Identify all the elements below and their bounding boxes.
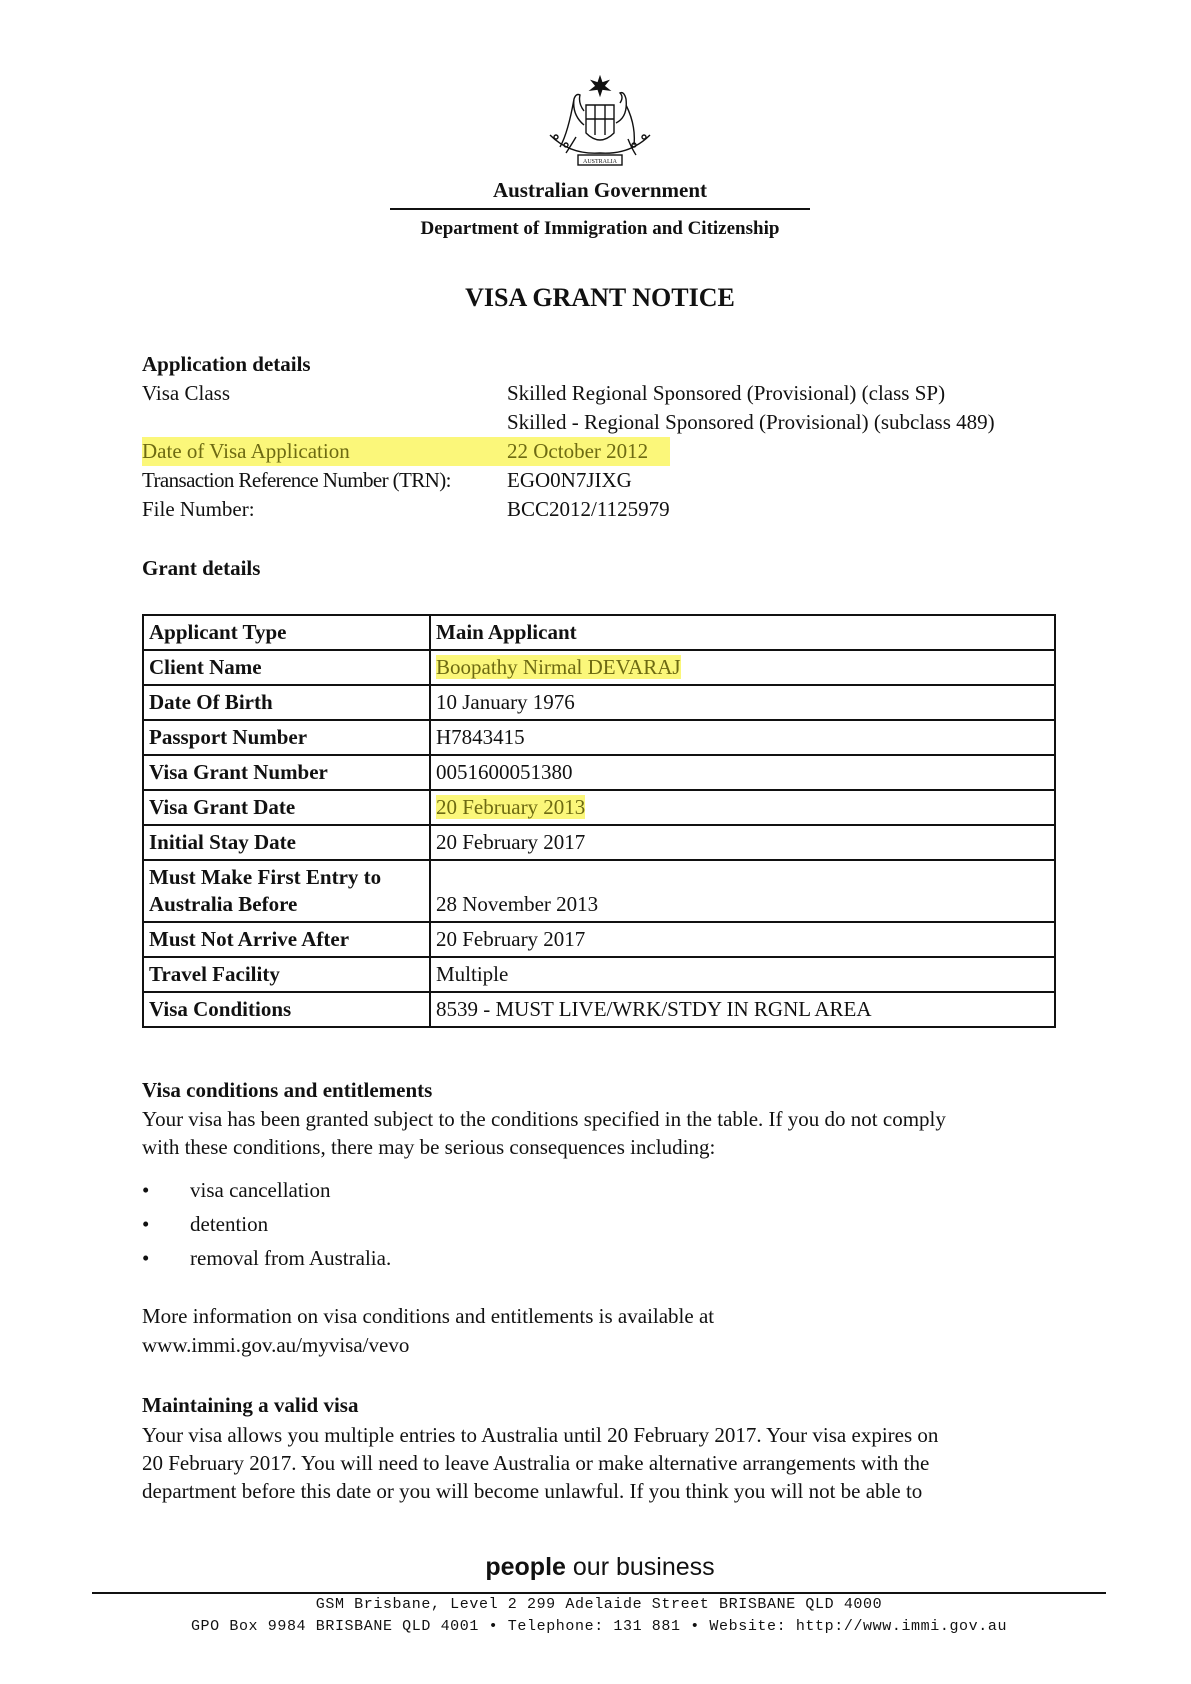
- file-number-label: File Number:: [142, 497, 255, 521]
- slogan-rest: our business: [565, 1553, 715, 1581]
- table-label: Visa Grant Number: [143, 755, 430, 790]
- application-date-value: 22 October 2012: [507, 439, 649, 463]
- table-label: Applicant Type: [143, 615, 430, 650]
- table-label: Passport Number: [143, 720, 430, 755]
- grant-details-table: [142, 614, 1056, 1028]
- conditions-paragraph-line: Your visa has been granted subject to the conditions specified in the table. If you do not comply: [142, 1107, 946, 1131]
- table-value: 28 November 2013: [430, 860, 1055, 922]
- bullet-icon: •: [142, 1212, 150, 1236]
- table-row: [143, 615, 1055, 650]
- list-item-text: removal from Australia.: [190, 1246, 392, 1270]
- bullet-icon: •: [142, 1178, 150, 1202]
- header-divider: [390, 208, 810, 210]
- table-row: [143, 922, 1055, 957]
- table-value-cell: [430, 650, 1055, 685]
- maintaining-paragraph-line: Your visa allows you multiple entries to Australia until 20 February 2017. Your visa expires on: [142, 1423, 939, 1447]
- table-label: Client Name: [143, 650, 430, 685]
- visa-class-value-1: Skilled Regional Sponsored (Provisional) (class SP): [507, 381, 946, 405]
- table-row: [143, 957, 1055, 992]
- slogan-bold: people: [485, 1553, 566, 1581]
- table-row: [143, 755, 1055, 790]
- government-name: Australian Government: [492, 178, 708, 202]
- file-number-value: BCC2012/1125979: [507, 497, 670, 521]
- table-value: 0051600051380: [430, 755, 1055, 790]
- table-label: Date Of Birth: [143, 685, 430, 720]
- application-date-label: Date of Visa Application: [142, 439, 350, 463]
- table-label: Initial Stay Date: [143, 825, 430, 860]
- table-value: 10 January 1976: [430, 685, 1055, 720]
- table-row: [143, 825, 1055, 860]
- conditions-paragraph-line: with these conditions, there may be serious consequences including:: [142, 1135, 716, 1159]
- maintaining-paragraph-line: 20 February 2017. You will need to leave Australia or make alternative arrangements with the: [142, 1451, 930, 1475]
- footer-divider: [92, 1592, 1106, 1594]
- list-item-text: detention: [190, 1212, 269, 1236]
- footer-contact-line: GPO Box 9984 BRISBANE QLD 4001 • Telephone: 131 881 • Website: http://www.immi.gov.au: [190, 1618, 1008, 1635]
- table-value: 8539 - MUST LIVE/WRK/STDY IN RGNL AREA: [430, 992, 1055, 1027]
- table-label: Visa Grant Date: [143, 790, 430, 825]
- table-row: [143, 992, 1055, 1027]
- table-label-line: Australia Before: [149, 892, 298, 916]
- department-name: Department of Immigration and Citizenship: [420, 218, 780, 239]
- table-row: [143, 720, 1055, 755]
- table-label-line: Must Make First Entry to: [149, 865, 382, 889]
- more-info-url: www.immi.gov.au/myvisa/vevo: [142, 1333, 410, 1357]
- coat-of-arms-icon: [536, 75, 664, 173]
- table-row: [143, 685, 1055, 720]
- footer-address-line: GSM Brisbane, Level 2 299 Adelaide Street BRISBANE QLD 4000: [315, 1596, 883, 1613]
- table-label: Travel Facility: [143, 957, 430, 992]
- client-name-value: Boopathy Nirmal DEVARAJ: [436, 655, 681, 679]
- table-value: 20 February 2017: [430, 922, 1055, 957]
- table-value: Main Applicant: [430, 615, 1055, 650]
- maintaining-paragraph-line: department before this date or you will become unlawful. If you think you will not be able to: [142, 1479, 923, 1503]
- grant-date-value: 20 February 2013: [436, 795, 586, 819]
- more-info-line: More information on visa conditions and entitlements is available at: [142, 1304, 715, 1328]
- table-row: [143, 860, 1055, 922]
- bullet-icon: •: [142, 1246, 150, 1270]
- application-details-heading: Application details: [142, 352, 311, 376]
- table-label: Visa Conditions: [143, 992, 430, 1027]
- table-value: 20 February 2017: [430, 825, 1055, 860]
- table-row: [143, 790, 1055, 825]
- trn-value: EGO0N7JIXG: [507, 468, 632, 492]
- table-row: [143, 650, 1055, 685]
- table-value: Multiple: [430, 957, 1055, 992]
- footer-slogan: [390, 1553, 810, 1582]
- table-value-cell: [430, 790, 1055, 825]
- page-title: VISA GRANT NOTICE: [465, 283, 735, 312]
- trn-label: Transaction Reference Number (TRN):: [142, 468, 451, 492]
- grant-details-heading: Grant details: [142, 556, 261, 580]
- table-label-multiline: [143, 860, 430, 922]
- crest-motto: AUSTRALIA: [583, 159, 617, 165]
- table-value: H7843415: [430, 720, 1055, 755]
- list-item-text: visa cancellation: [190, 1178, 331, 1202]
- visa-class-value-2: Skilled - Regional Sponsored (Provisional) (subclass 489): [507, 410, 995, 434]
- table-label: Must Not Arrive After: [143, 922, 430, 957]
- maintaining-visa-heading: Maintaining a valid visa: [142, 1393, 359, 1417]
- visa-class-label: Visa Class: [142, 381, 230, 405]
- conditions-heading: Visa conditions and entitlements: [142, 1078, 433, 1102]
